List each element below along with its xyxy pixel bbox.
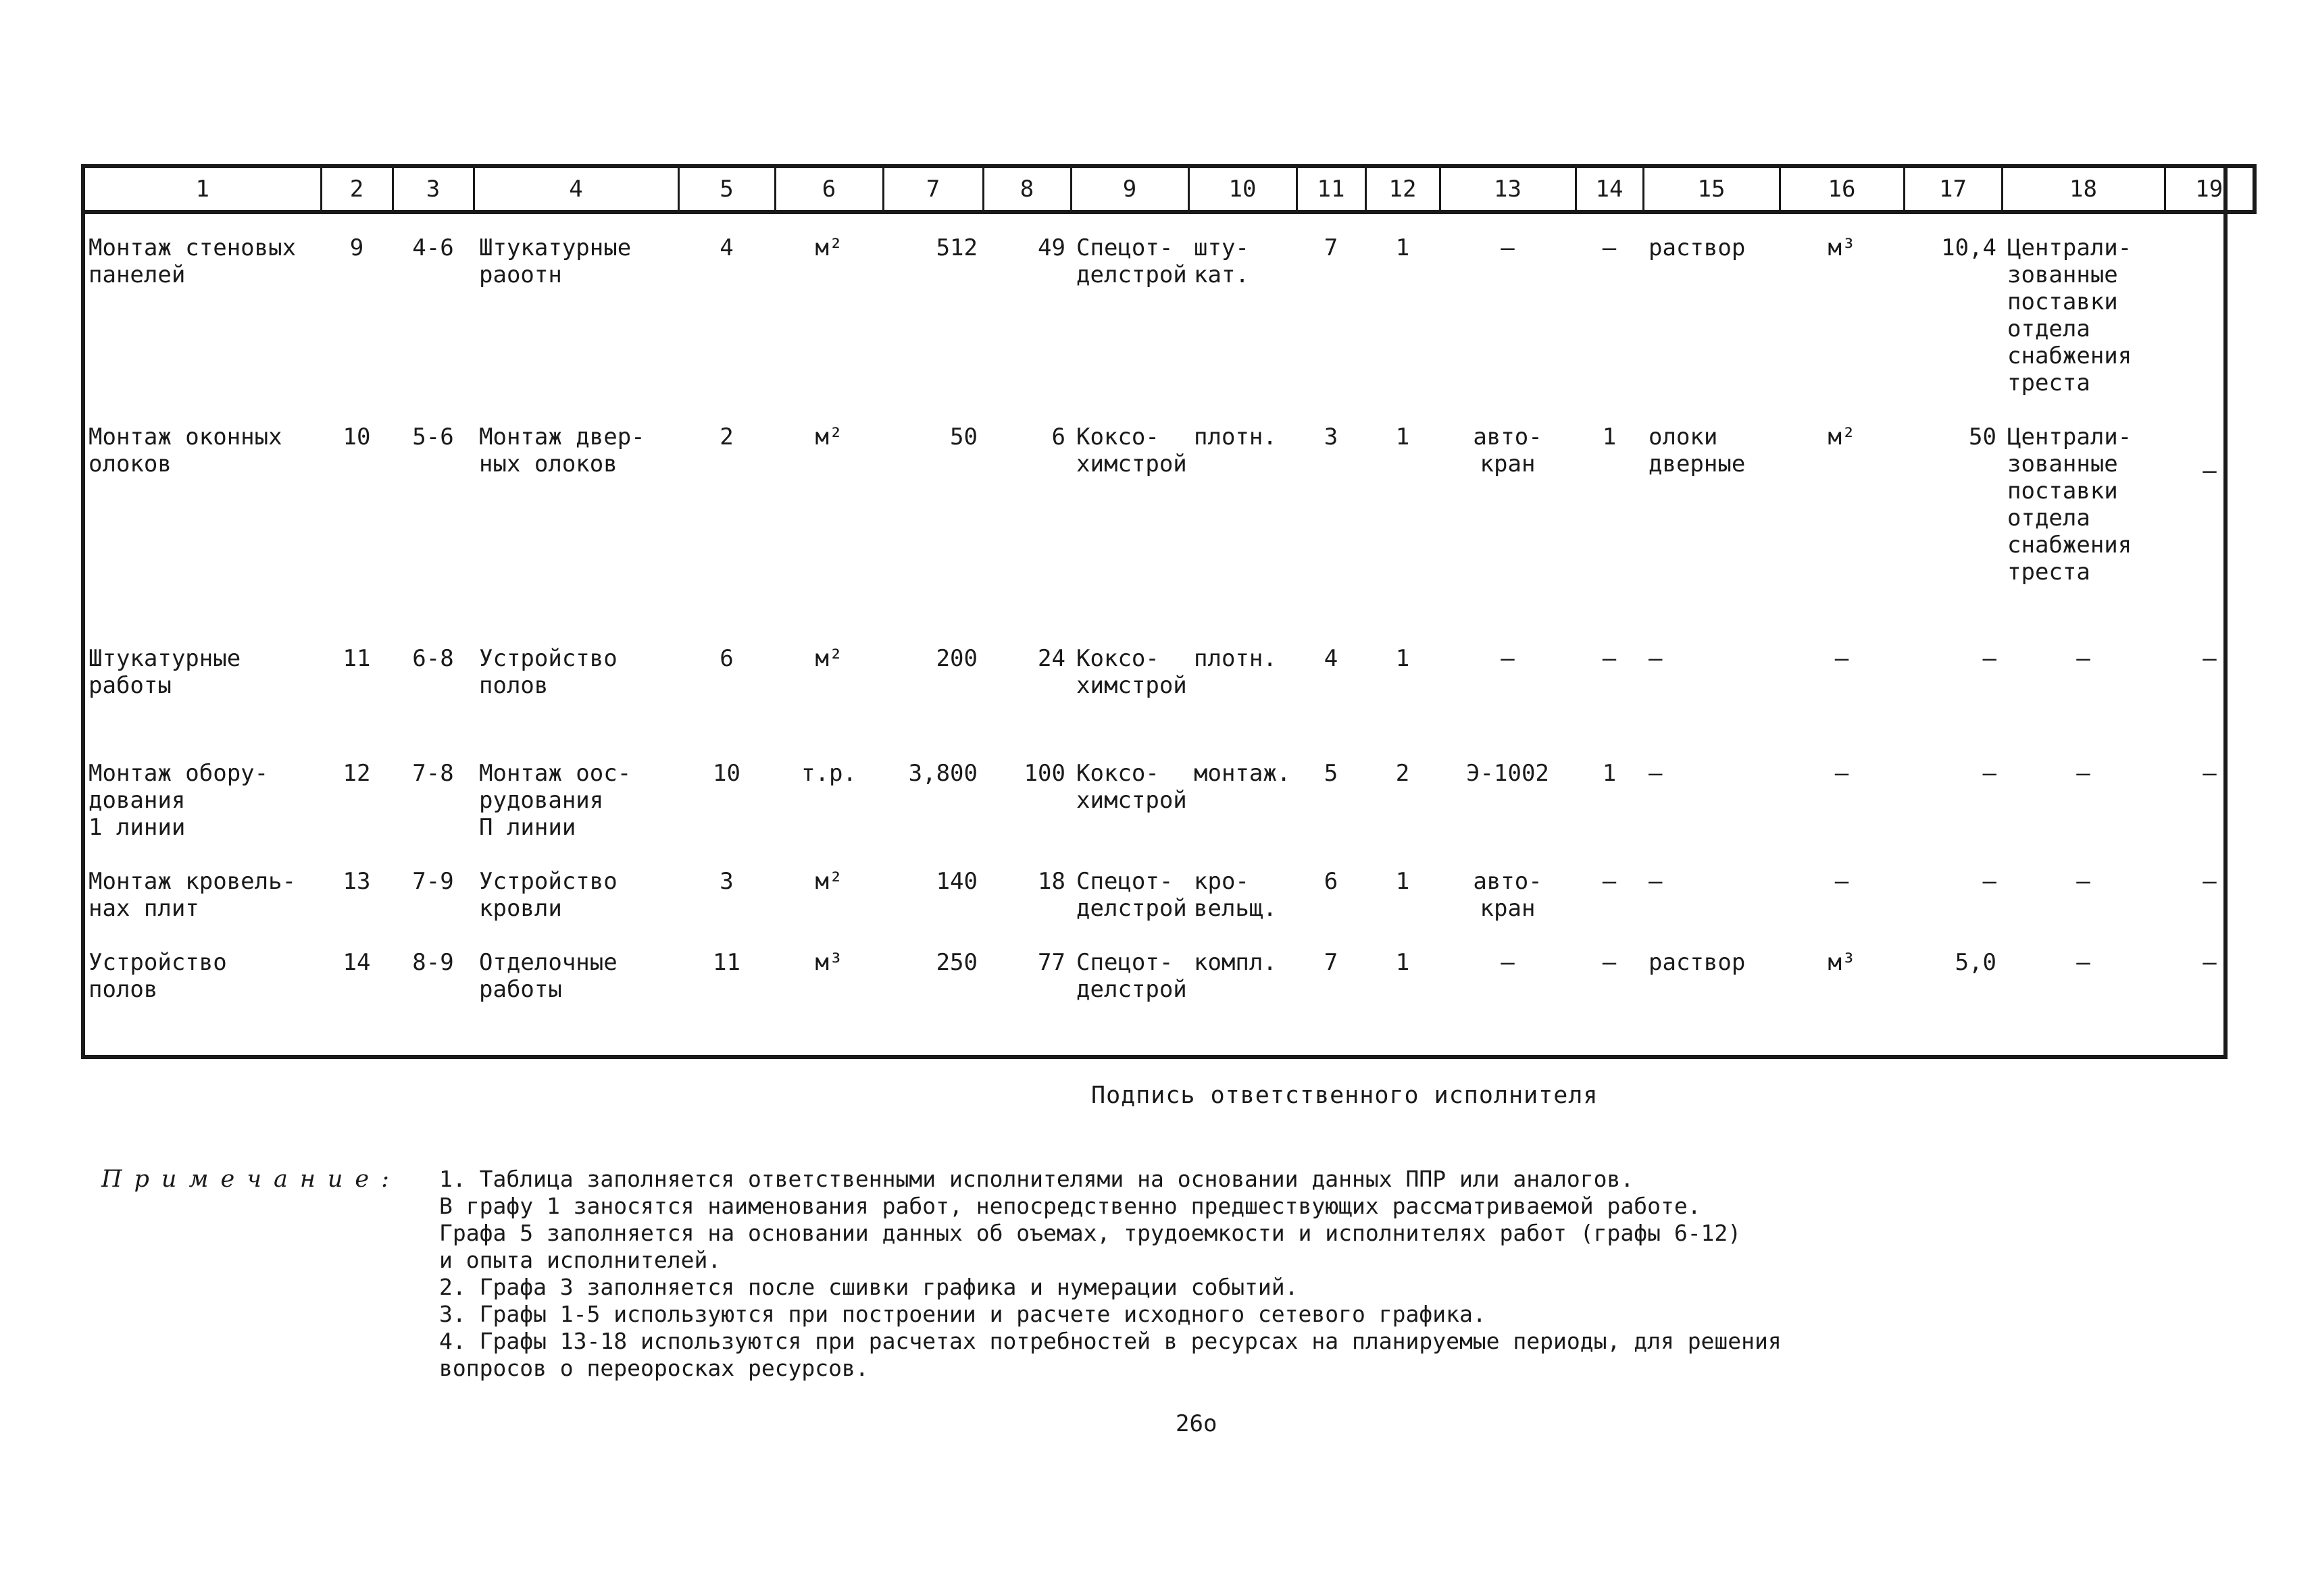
table-cell: 10 (343, 423, 371, 451)
table-cell: Э-1002 (1466, 760, 1549, 787)
table-cell: 9 (349, 234, 364, 261)
column-header: 4 (474, 166, 678, 212)
column-header: 17 (1904, 166, 2002, 212)
table-cell: 1 (1395, 423, 1410, 451)
notes-list (439, 1166, 2169, 1382)
table-cell: 3 (720, 868, 734, 895)
table-cell: 12 (343, 760, 371, 787)
table-cell: 1 (1395, 234, 1410, 261)
column-header: 12 (1365, 166, 1440, 212)
table-cell: – (1602, 645, 1617, 672)
note-item: 1. Таблица заполняется ответственными исполнителями на основании данных ППР или аналогов. В графу 1 заносятся наименования работ, непосредственно предшествующих рассматриваемой работе. Графа 5 заполняется на основании данных об оъемах, трудоемкости и исполнителях работ (графы 6-12) и опыта исполнителей. (439, 1166, 1742, 1273)
table-cell: Монтаж кровель- нах плит (89, 868, 297, 922)
table-cell: 6-8 (412, 645, 454, 672)
table-cell: Монтаж двер- ных олоков (479, 423, 645, 478)
column-header: 14 (1576, 166, 1643, 212)
table-cell: – (1982, 760, 1996, 787)
table-cell: – (2076, 760, 2090, 787)
table-cell: – (2076, 645, 2090, 672)
table-cell: плотн. (1194, 423, 1277, 451)
table-cell: 1 (1395, 868, 1410, 895)
table-cell: – (2203, 868, 2217, 895)
table-cell: – (1834, 868, 1849, 895)
column-header: 13 (1440, 166, 1576, 212)
table-cell: – (2203, 949, 2217, 976)
table-cell: шту- кат. (1194, 234, 1249, 288)
column-header: 16 (1780, 166, 1904, 212)
column-header: 2 (321, 166, 393, 212)
table-cell: – (1834, 645, 1849, 672)
table-row (83, 848, 2255, 929)
table-cell: 11 (343, 645, 371, 672)
table-cell: 512 (936, 234, 978, 261)
table-cell: Штукатурные раоотн (479, 234, 632, 288)
column-header: 9 (1071, 166, 1188, 212)
column-header: 19 (2165, 166, 2255, 212)
table-cell: 11 (713, 949, 740, 976)
table-row (83, 929, 2255, 1023)
table-cell: – (1834, 760, 1849, 787)
table-cell: Устройство полов (89, 949, 227, 1003)
table-cell: 10 (713, 760, 740, 787)
table-cell: Монтаж стеновых панелей (89, 234, 297, 288)
table-cell: кро- вельщ. (1194, 868, 1277, 922)
table-cell: 18 (1038, 868, 1065, 895)
note-item: 3. Графы 1-5 используются при построении и расчете исходного сетевого графика. (439, 1301, 1486, 1327)
table-cell: Устройство полов (479, 645, 618, 699)
table-cell: 6 (1324, 868, 1338, 895)
column-header: 3 (393, 166, 474, 212)
table-cell: Спецот- делстрой (1076, 868, 1187, 922)
column-header: 18 (2002, 166, 2165, 212)
table-cell: – (1501, 645, 1515, 672)
table-cell: 250 (936, 949, 978, 976)
table-cell: м² (815, 868, 843, 895)
table-cell: – (1649, 645, 1663, 672)
table-cell: 4 (720, 234, 734, 261)
table-cell: м² (815, 423, 843, 451)
table-cell: Спецот- делстрой (1076, 234, 1187, 288)
table-cell: – (2076, 868, 2090, 895)
column-header: 10 (1188, 166, 1297, 212)
note-item: 4. Графы 13-18 используются при расчетах потребностей в ресурсах на планируемые периоды, для решения вопросов о переоросках ресурсов. (439, 1328, 1782, 1381)
table-cell: 1 (1602, 760, 1617, 787)
table-cell: 7-9 (412, 868, 454, 895)
table-cell: Централи- зованные поставки отдела снабжения треста (2007, 423, 2132, 586)
table-cell: Централи- зованные поставки отдела снабжения треста (2007, 234, 2132, 396)
table-cell: авто- кран (1473, 868, 1542, 922)
table-cell: 2 (720, 423, 734, 451)
table-cell: 7-8 (412, 760, 454, 787)
table-cell: плотн. (1194, 645, 1277, 672)
table-cell: – (1602, 949, 1617, 976)
table-cell (2165, 212, 2255, 403)
table-row (83, 403, 2255, 625)
table-cell: Устройство кровли (479, 868, 618, 922)
table-cell: раствор (1649, 234, 1746, 261)
column-header: 6 (775, 166, 883, 212)
table-cell: Коксо- химстрой (1076, 423, 1187, 478)
table-row (83, 740, 2255, 848)
table-cell: – (1982, 645, 1996, 672)
table-cell: олоки дверные (1649, 423, 1746, 478)
table-cell: Коксо- химстрой (1076, 645, 1187, 699)
table-cell: 14 (343, 949, 371, 976)
table-cell: – (2203, 457, 2217, 484)
table-cell: Штукатурные работы (89, 645, 241, 699)
table-cell: 5 (1324, 760, 1338, 787)
column-header: 8 (983, 166, 1071, 212)
table-cell: – (1501, 234, 1515, 261)
table-row (83, 625, 2255, 740)
table-cell: раствор (1649, 949, 1746, 976)
column-header: 11 (1297, 166, 1365, 212)
table-cell: 50 (950, 423, 978, 451)
header-row (83, 166, 2255, 212)
table-row (83, 212, 2255, 403)
table-cell: 3 (1324, 423, 1338, 451)
table-cell: – (1501, 949, 1515, 976)
table-cell: 5-6 (412, 423, 454, 451)
table-cell: – (1649, 868, 1663, 895)
table-cell: м³ (1828, 949, 1856, 976)
table-cell: Отделочные работы (479, 949, 618, 1003)
table-cell: м² (815, 234, 843, 261)
column-header: 5 (678, 166, 775, 212)
table-cell: 3,800 (908, 760, 978, 787)
table-cell: Коксо- химстрой (1076, 760, 1187, 814)
note-label: Примечание: (101, 1166, 401, 1193)
note-item: 2. Графа 3 заполняется после сшивки графика и нумерации событий. (439, 1274, 1299, 1300)
table-cell: 6 (720, 645, 734, 672)
work-schedule-table (81, 164, 2257, 1023)
column-header: 15 (1643, 166, 1780, 212)
signature-line: Подпись ответственного исполнителя (1091, 1082, 1599, 1109)
table-cell: 4 (1324, 645, 1338, 672)
table-cell: 10,4 (1941, 234, 1996, 261)
table-cell: 5,0 (1955, 949, 1996, 976)
table-cell: м² (1828, 423, 1856, 451)
table-cell: 200 (936, 645, 978, 672)
table-cell: – (2076, 949, 2090, 976)
table-cell: 2 (1395, 760, 1410, 787)
table-cell: 7 (1324, 234, 1338, 261)
table-cell: – (1602, 234, 1617, 261)
table-cell: 7 (1324, 949, 1338, 976)
table-cell: 4-6 (412, 234, 454, 261)
table-cell: Спецот- делстрой (1076, 949, 1187, 1003)
column-header: 7 (883, 166, 983, 212)
table-cell: Монтаж оконных олоков (89, 423, 282, 478)
table-cell: – (1602, 868, 1617, 895)
page-number: 26о (1176, 1410, 1217, 1437)
table-cell: 1 (1395, 645, 1410, 672)
table-cell: 50 (1969, 423, 1996, 451)
table-cell: 13 (343, 868, 371, 895)
table-cell: 1 (1395, 949, 1410, 976)
table-cell: 77 (1038, 949, 1065, 976)
table-cell: Монтаж оос- рудования П линии (479, 760, 632, 841)
table-cell: 100 (1024, 760, 1065, 787)
table-cell: – (2203, 645, 2217, 672)
table-cell: 140 (936, 868, 978, 895)
table-cell: Монтаж обору- дования 1 линии (89, 760, 269, 841)
table-cell: компл. (1194, 949, 1277, 976)
table-cell: м² (815, 645, 843, 672)
table-cell: 1 (1602, 423, 1617, 451)
table-cell: авто- кран (1473, 423, 1542, 478)
table-cell: м³ (815, 949, 843, 976)
table-cell: 8-9 (412, 949, 454, 976)
table-cell: т.р. (801, 760, 857, 787)
table-cell: – (2203, 760, 2217, 787)
table-cell: 24 (1038, 645, 1065, 672)
table-cell: – (1982, 868, 1996, 895)
table-cell: – (1649, 760, 1663, 787)
table-cell: монтаж. (1194, 760, 1291, 787)
column-header: 1 (83, 166, 321, 212)
table-cell: 49 (1038, 234, 1065, 261)
table-cell: 6 (1051, 423, 1065, 451)
table-cell: м³ (1828, 234, 1856, 261)
